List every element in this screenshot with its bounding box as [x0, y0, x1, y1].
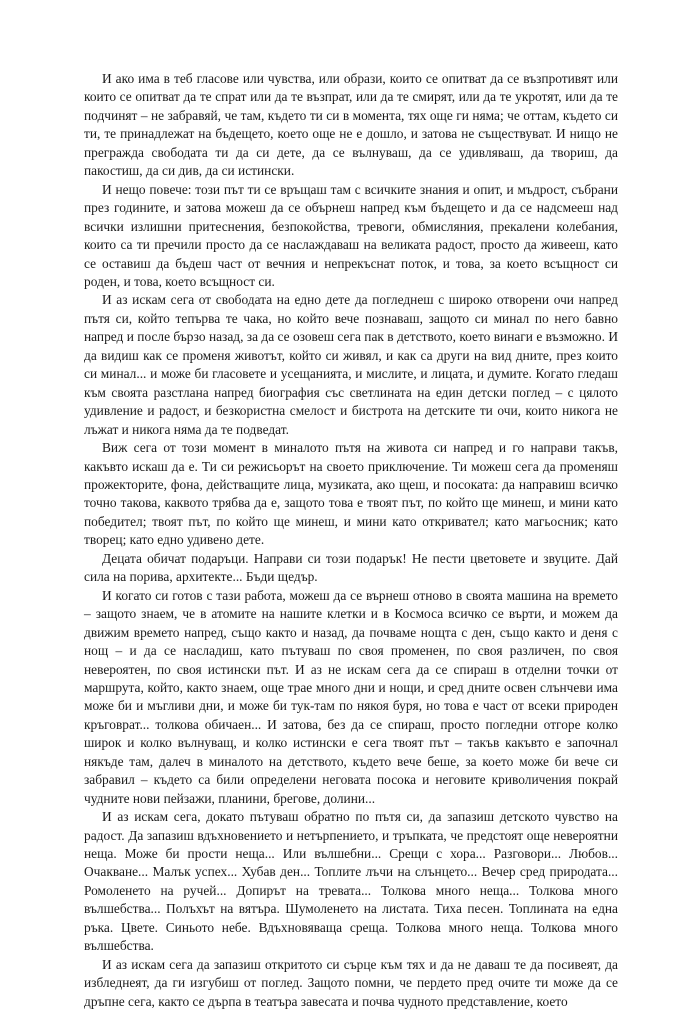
paragraph-1: И ако има в теб гласове или чувства, или образи, които се опитват да се възпротивят или които се опитват да те спрат или да те възпрат, или да те смирят, или да те укротят, или да те подчинят – не забравяй, че там, където ти си в момента, тях още ги няма; че оттам, където си ти, те принадлежат на бъдещето, което още не е дошло, и затова не съществуват. И нищо не прегражда свободата ти да си дете, да се вълнуваш, да се удивляваш, да твориш, да пакостиш, да си див, да си истински. — [84, 71, 618, 179]
paragraph-5: Децата обичат подаръци. Направи си този подарък! Не пести цветовете и звуците. Дай сила на порива, архитекте... Бъди щедър. — [84, 550, 618, 585]
paragraph-4: Виж сега от този момент в миналото пътя на живота си напред и го направи такъв, какъвто искаш да е. Ти си режисьорът на своето приключение. Ти можеш сега да променяш прожекторите, фона, действащите лица, музиката, ако щеш, и посоката: да направиш всичко точно такова, каквото трябва да е, защото това е твоят път, по който ще минеш, и мини като победител; твоят път, по който ще минеш, и мини като откривател; като магьосник; като творец; като едно удивено дете. — [84, 440, 618, 548]
paragraph-8: И аз искам сега да запазиш откритото си сърце към тях и да не даваш те да посивеят, да избледнеят, да ги изгубиш от поглед. Защото помни, че пердето пред очите ти може да се дръпне сега, както се дърпа в театъра завесата и почва чудното представление, което — [84, 956, 618, 1009]
paragraph-7: И аз искам сега, докато пътуваш обратно по пътя си, да запазиш детското чувство на радост. Да запазиш вдъхновението и нетърпението, и тръпката, че предстоят още невероятни неща. Може би прости неща... Или вълшебни... Срещи с хора... Разговори... Любов... Очакване... Малък успех... Хубав ден... Топлите лъчи на слънцето... Вечер сред природата... Ромоленето на ручей... Допирът на тревата... Толкова много неща... Толкова много вълшебства... Полъхът на вятъра. Шумоленето на листата. Тиха песен. Топлината на една ръка. Цвете. Синьото небе. Вдъхновяваща среща. Толкова много неща. Толкова много вълшебства. — [84, 809, 618, 954]
paragraph-2: И нещо повече: този път ти се връщаш там с всичките знания и опит, и мъдрост, събрани през годините, и затова можеш да се обърнеш напред към бъдещето и да се надсмееш над всички излишни притеснения, безпокойства, тревоги, обмисляния, прекалени колебания, които са ти пречили просто да се наслаждаваш на великата радост, просто да живееш, като се оставиш да бъдеш част от вечния и непрекъснат поток, и това, за което всъщност си роден, и това, което всъщност си. — [84, 181, 618, 289]
body-text — [84, 70, 618, 1011]
paragraph-6: И когато си готов с тази работа, можеш да се върнеш отново в своята машина на времето – защото знаем, че в атомите на нашите клетки и в Космоса всичко се върти, и можем да движим времето напред, също както и назад, да почваме нощта с ден, също както и деня с нощ – и да се насладиш, като пътуваш по своя променен, по своя различен, по своя невероятен, по своя истински път. И аз не искам сега да се спираш в отделни точки от маршрута, който, както знаем, още трае много дни и нощи, и сред дните освен слънчеви има може би и мъгливи дни, и може би тук-там по някоя буря, но това е част от всеки природен кръговрат... толкова обичаен... И затова, без да се спираш, просто погледни отгоре колко широк и колко вълнуващ, и колко истински е сега твоят път – такъв какъвто е започнал някъде там, далеч в миналото на детството, където вече беше, за което може би вече си забравил – където са били определени неговата посока и неговите криволичения покрай чудните нови пейзажи, планини, брегове, долини... — [84, 587, 618, 806]
paragraph-3: И аз искам сега от свободата на едно дете да погледнеш с широко отворени очи напред пътя си, който тепърва те чака, но който вече познаваш, защото си минал по него бавно напред и после бързо назад, за да се озовеш сега пак в детството, което винаги е възможно. И да видиш как се променя животът, който си живял, и как са други на вид дните, през които си минал... и може би гласовете и усещанията, и мислите, и лицата, и думите. Когато гледаш към своята разстлана напред биография със светлината на един детски поглед – с цялото удивление и радост, и безкористна смелост и бистрота на детските ти очи, които никога не лъжат и никога няма да те подведат. — [84, 292, 618, 437]
